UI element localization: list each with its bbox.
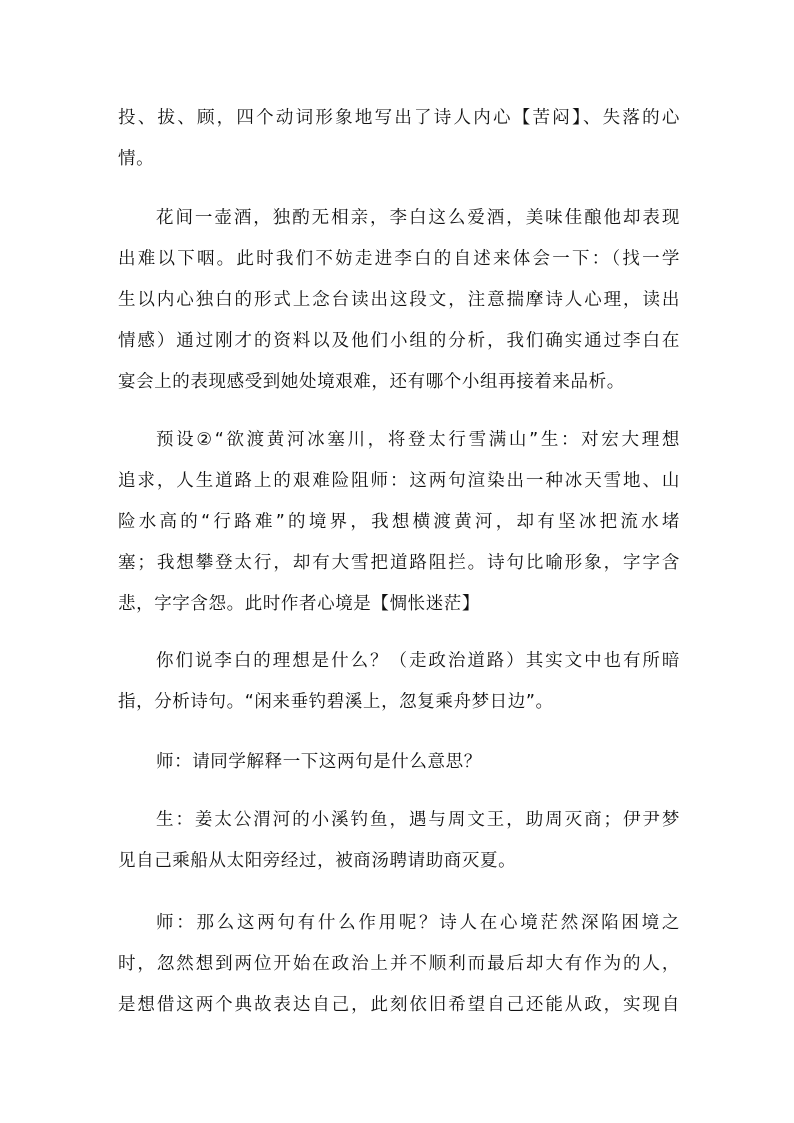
paragraph-student-answer <box>118 800 680 882</box>
paragraph-li-bai-ideal <box>118 641 680 723</box>
text-line: 师：请同学解释一下这两句是什么意思？ <box>156 752 482 772</box>
text-line: 险水高的“行路难”的境界，我想横渡黄河，却有坚冰把流水堵 <box>118 512 680 532</box>
text-line: 投、拔、顾，四个动词形象地写出了诗人内心【苦闷】、失落的心 <box>118 108 680 128</box>
text-line: 生：姜太公渭河的小溪钓鱼，遇与周文王，助周灭商；伊尹梦 <box>156 810 680 830</box>
paragraph-verbs-analysis <box>118 98 680 180</box>
paragraph-teacher-question <box>118 742 680 783</box>
text-line: 情。 <box>118 149 155 169</box>
text-line: 时，忽然想到两位开始在政治上并不顺利而最后却大有作为的人， <box>118 954 680 974</box>
text-line: 见自己乘船从太阳旁经过，被商汤聘请助商灭夏。 <box>118 851 517 871</box>
text-line: 情感）通过刚才的资料以及他们小组的分析，我们确实通过李白在 <box>118 331 680 351</box>
text-line: 宴会上的表现感受到她处境艰难，还有哪个小组再接着来品析。 <box>118 372 625 392</box>
text-line: 师：那么这两句有什么作用呢？诗人在心境茫然深陷困境之 <box>156 913 680 933</box>
text-line: 出难以下咽。此时我们不妨走进李白的自述来体会一下：（找一学 <box>118 249 680 269</box>
text-line: 悲，字字含怨。此时作者心境是【惆怅迷茫】 <box>118 594 480 614</box>
text-line: 是想借这两个典故表达自己，此刻依旧希望自己还能从政，实现自 <box>118 995 680 1015</box>
text-line: 指，分析诗句。“闲来垂钓碧溪上，忽复乘舟梦日边”。 <box>118 692 554 712</box>
paragraph-teacher-explanation <box>118 903 680 1026</box>
paragraph-drinking-alone <box>118 198 680 403</box>
text-line: 塞；我想攀登太行，却有大雪把道路阻拦。诗句比喻形象，字字含 <box>118 553 680 573</box>
text-line: 生以内心独白的形式上念台读出这段文，注意揣摩诗人心理，读出 <box>118 290 680 310</box>
text-line: 你们说李白的理想是什么？（走政治道路）其实文中也有所暗 <box>156 651 680 671</box>
paragraph-preset-two <box>118 420 680 625</box>
text-line: 追求，人生道路上的艰难险阻师：这两句渲染出一种冰天雪地、山 <box>118 471 680 491</box>
text-line: 花间一壶酒，独酌无相亲，李白这么爱酒，美味佳酿他却表现 <box>156 208 680 228</box>
text-line: 预设②“欲渡黄河冰塞川，将登太行雪满山”生：对宏大理想 <box>156 430 680 450</box>
